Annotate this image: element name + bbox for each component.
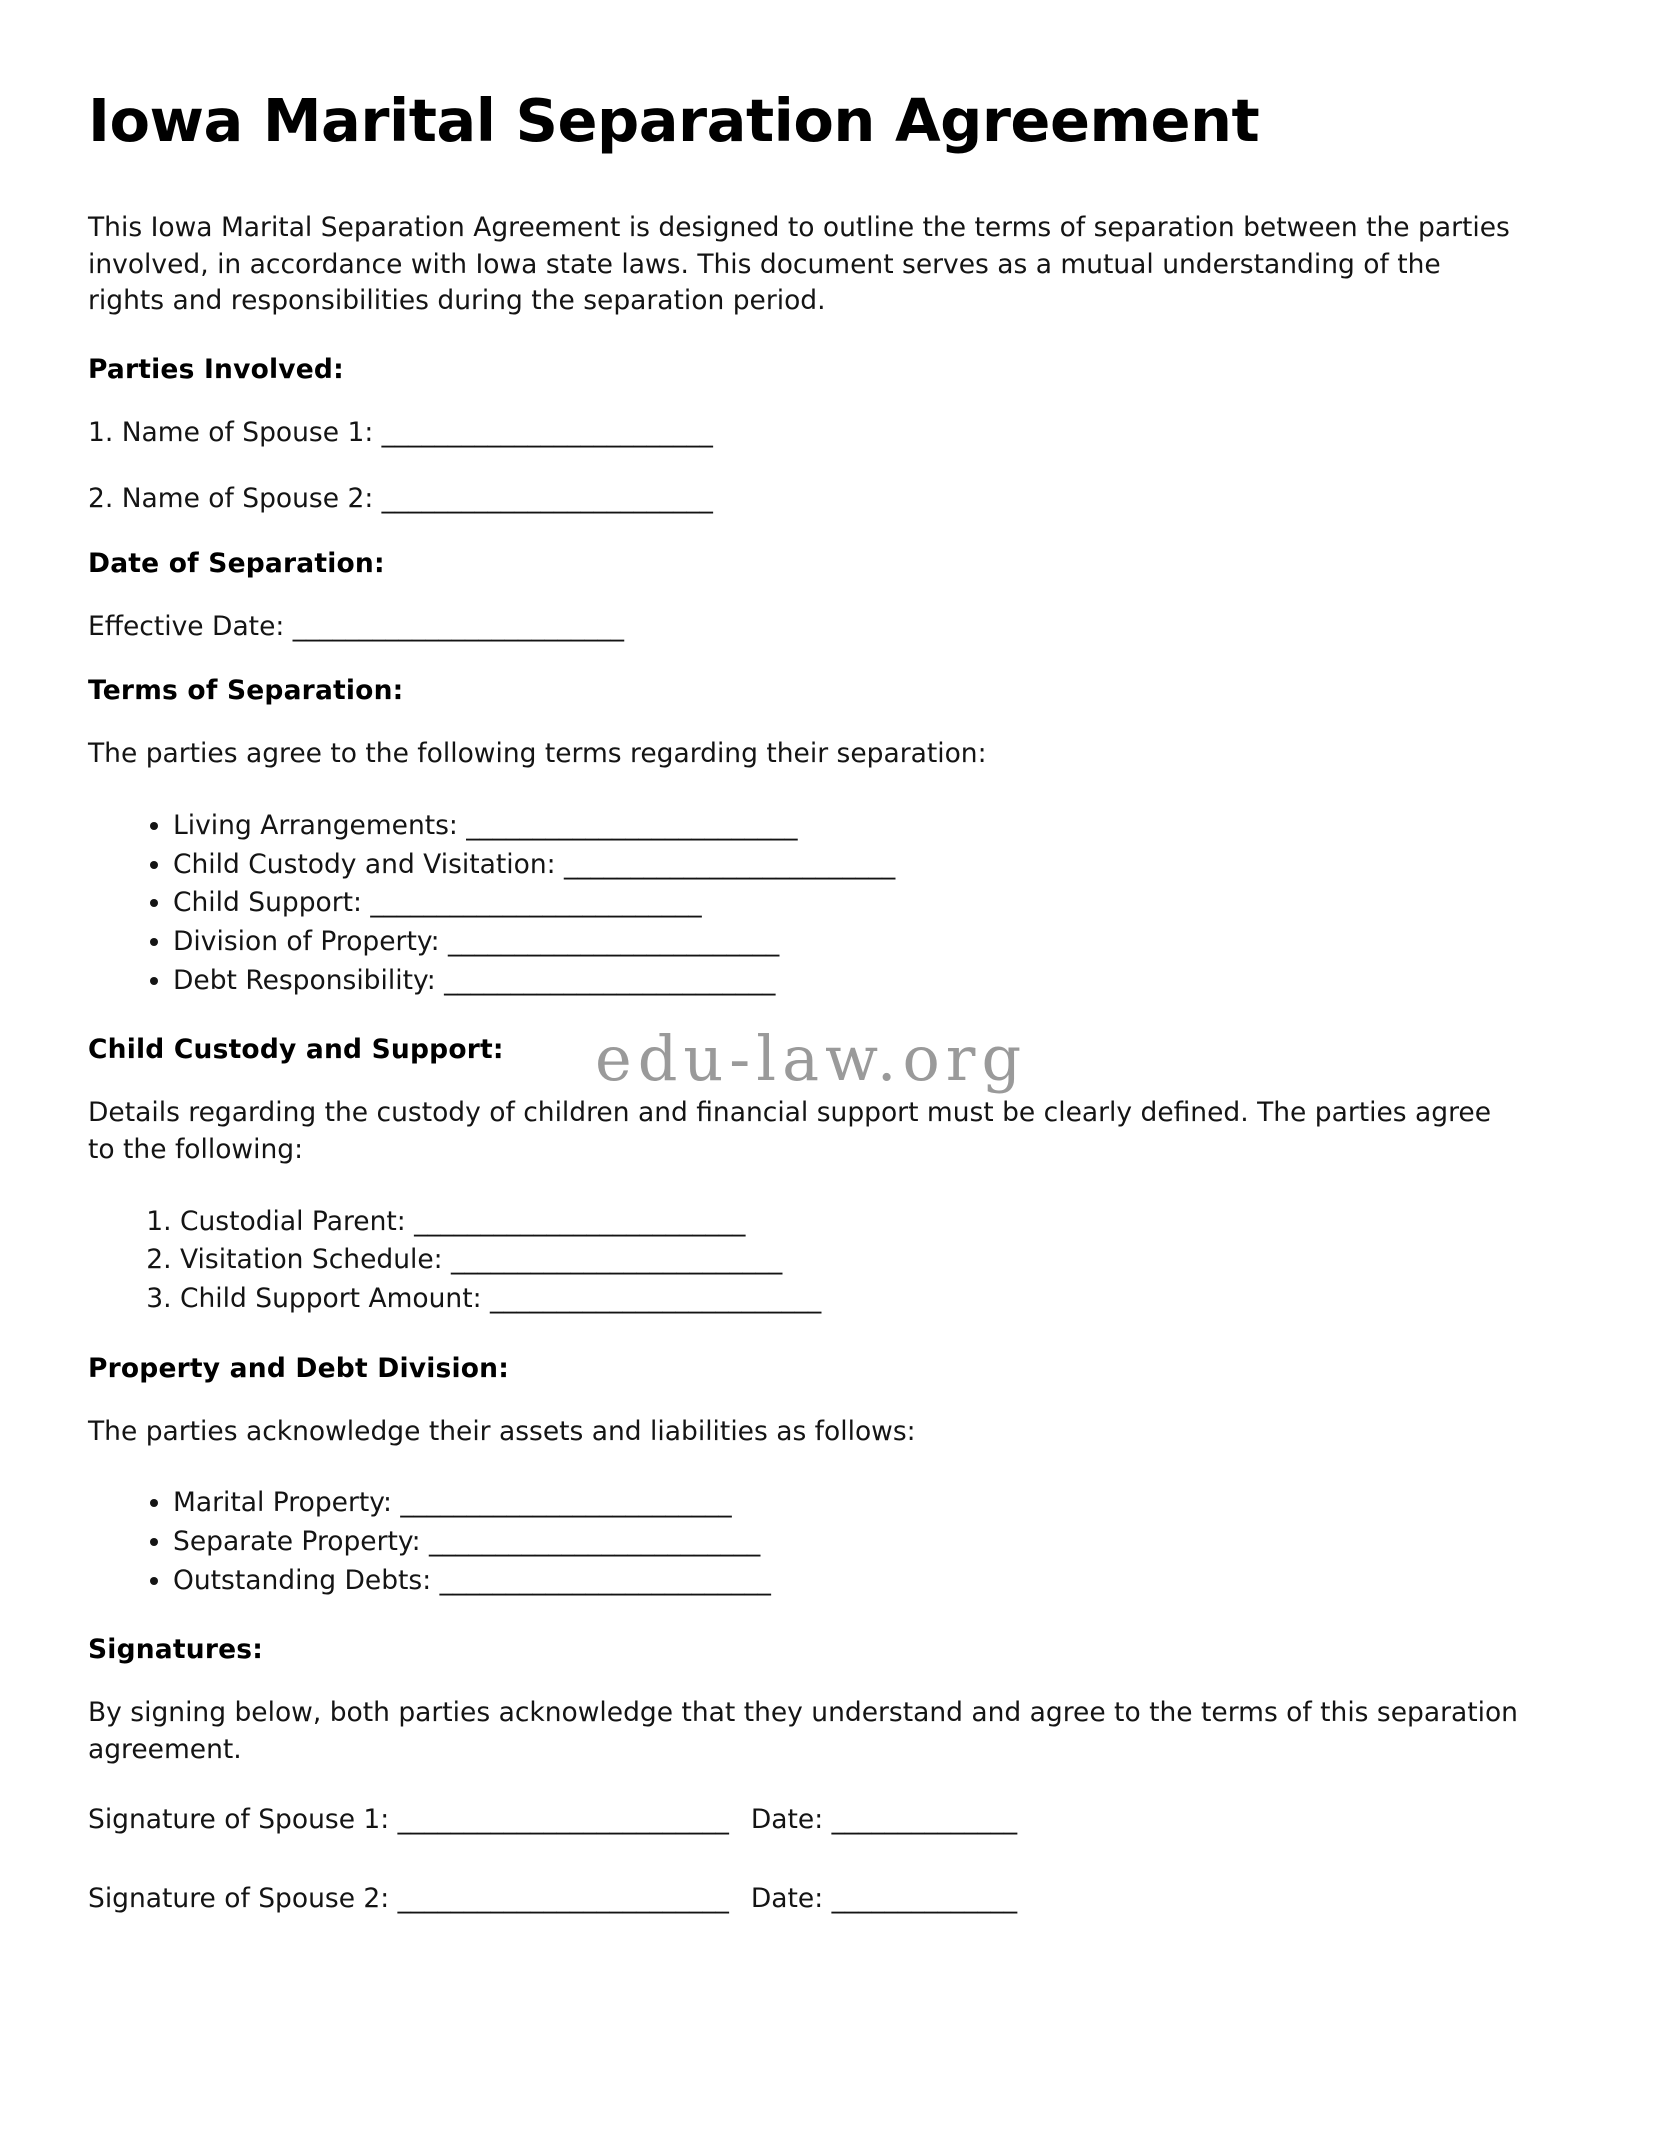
- list-item: • Living Arrangements: _________________________: [173, 807, 1564, 846]
- signature-row-spouse-1: [88, 1802, 1564, 1839]
- property-debt-bullet-list: [88, 1484, 1564, 1600]
- list-item: • Separate Property: _________________________: [173, 1523, 1564, 1562]
- section-heading-child-custody-and-support: Child Custody and Support:: [88, 1034, 504, 1066]
- field-spouse-2-name: 2. Name of Spouse 2: _________________________: [88, 483, 713, 515]
- page-title: Iowa Marital Separation Agreement: [88, 86, 1260, 155]
- field-spouse-1-name: 1. Name of Spouse 1: _________________________: [88, 416, 713, 448]
- signatures-lead-in: By signing below, both parties acknowledge that they understand and agree to the terms of this separation agreement.: [88, 1697, 1518, 1765]
- section-heading-signatures: Signatures:: [88, 1634, 264, 1666]
- list-item: • Child Support: _________________________: [173, 884, 1564, 923]
- field-date-spouse-2: Date: ______________: [750, 1882, 1018, 1914]
- child-custody-lead-in: Details regarding the custody of children and financial support must be clearly defined. The parties agree to the following:: [88, 1097, 1492, 1166]
- signature-row-spouse-2: [88, 1881, 1564, 1918]
- field-date-spouse-1: Date: ______________: [750, 1804, 1018, 1836]
- list-item: • Marital Property: _________________________: [173, 1484, 1564, 1523]
- list-item: • Child Custody and Visitation: _________________________: [173, 846, 1564, 885]
- section-heading-date-of-separation: Date of Separation:: [88, 547, 385, 579]
- site-watermark: edu-law.org: [595, 1022, 1028, 1095]
- field-signature-spouse-2: Signature of Spouse 2: _________________________: [88, 1882, 729, 1914]
- section-heading-property-and-debt-division: Property and Debt Division:: [88, 1352, 510, 1384]
- list-item: 1. Custodial Parent: _________________________: [180, 1203, 1564, 1242]
- field-effective-date: Effective Date: _________________________: [88, 610, 624, 642]
- section-heading-terms-of-separation: Terms of Separation:: [88, 675, 404, 707]
- list-item: 3. Child Support Amount: _________________________: [180, 1280, 1564, 1319]
- list-item: • Debt Responsibility: _________________________: [173, 962, 1564, 1001]
- child-custody-numbered-list: [88, 1203, 1564, 1319]
- section-heading-parties-involved: Parties Involved:: [88, 353, 344, 385]
- list-item: • Outstanding Debts: _________________________: [173, 1562, 1564, 1601]
- terms-bullet-list: [88, 807, 1564, 1000]
- intro-paragraph: This Iowa Marital Separation Agreement is designed to outline the terms of separation between the parties involved, in accordance with Iowa state laws. This document serves as a mutual understanding of the rights and responsibilities during the separation period.: [88, 212, 1510, 317]
- list-item: • Division of Property: _________________________: [173, 923, 1564, 962]
- field-signature-spouse-1: Signature of Spouse 1: _________________________: [88, 1804, 729, 1836]
- terms-lead-in: The parties agree to the following terms regarding their separation:: [88, 738, 987, 770]
- property-debt-lead-in: The parties acknowledge their assets and liabilities as follows:: [88, 1415, 916, 1447]
- list-item: 2. Visitation Schedule: _________________________: [180, 1241, 1564, 1280]
